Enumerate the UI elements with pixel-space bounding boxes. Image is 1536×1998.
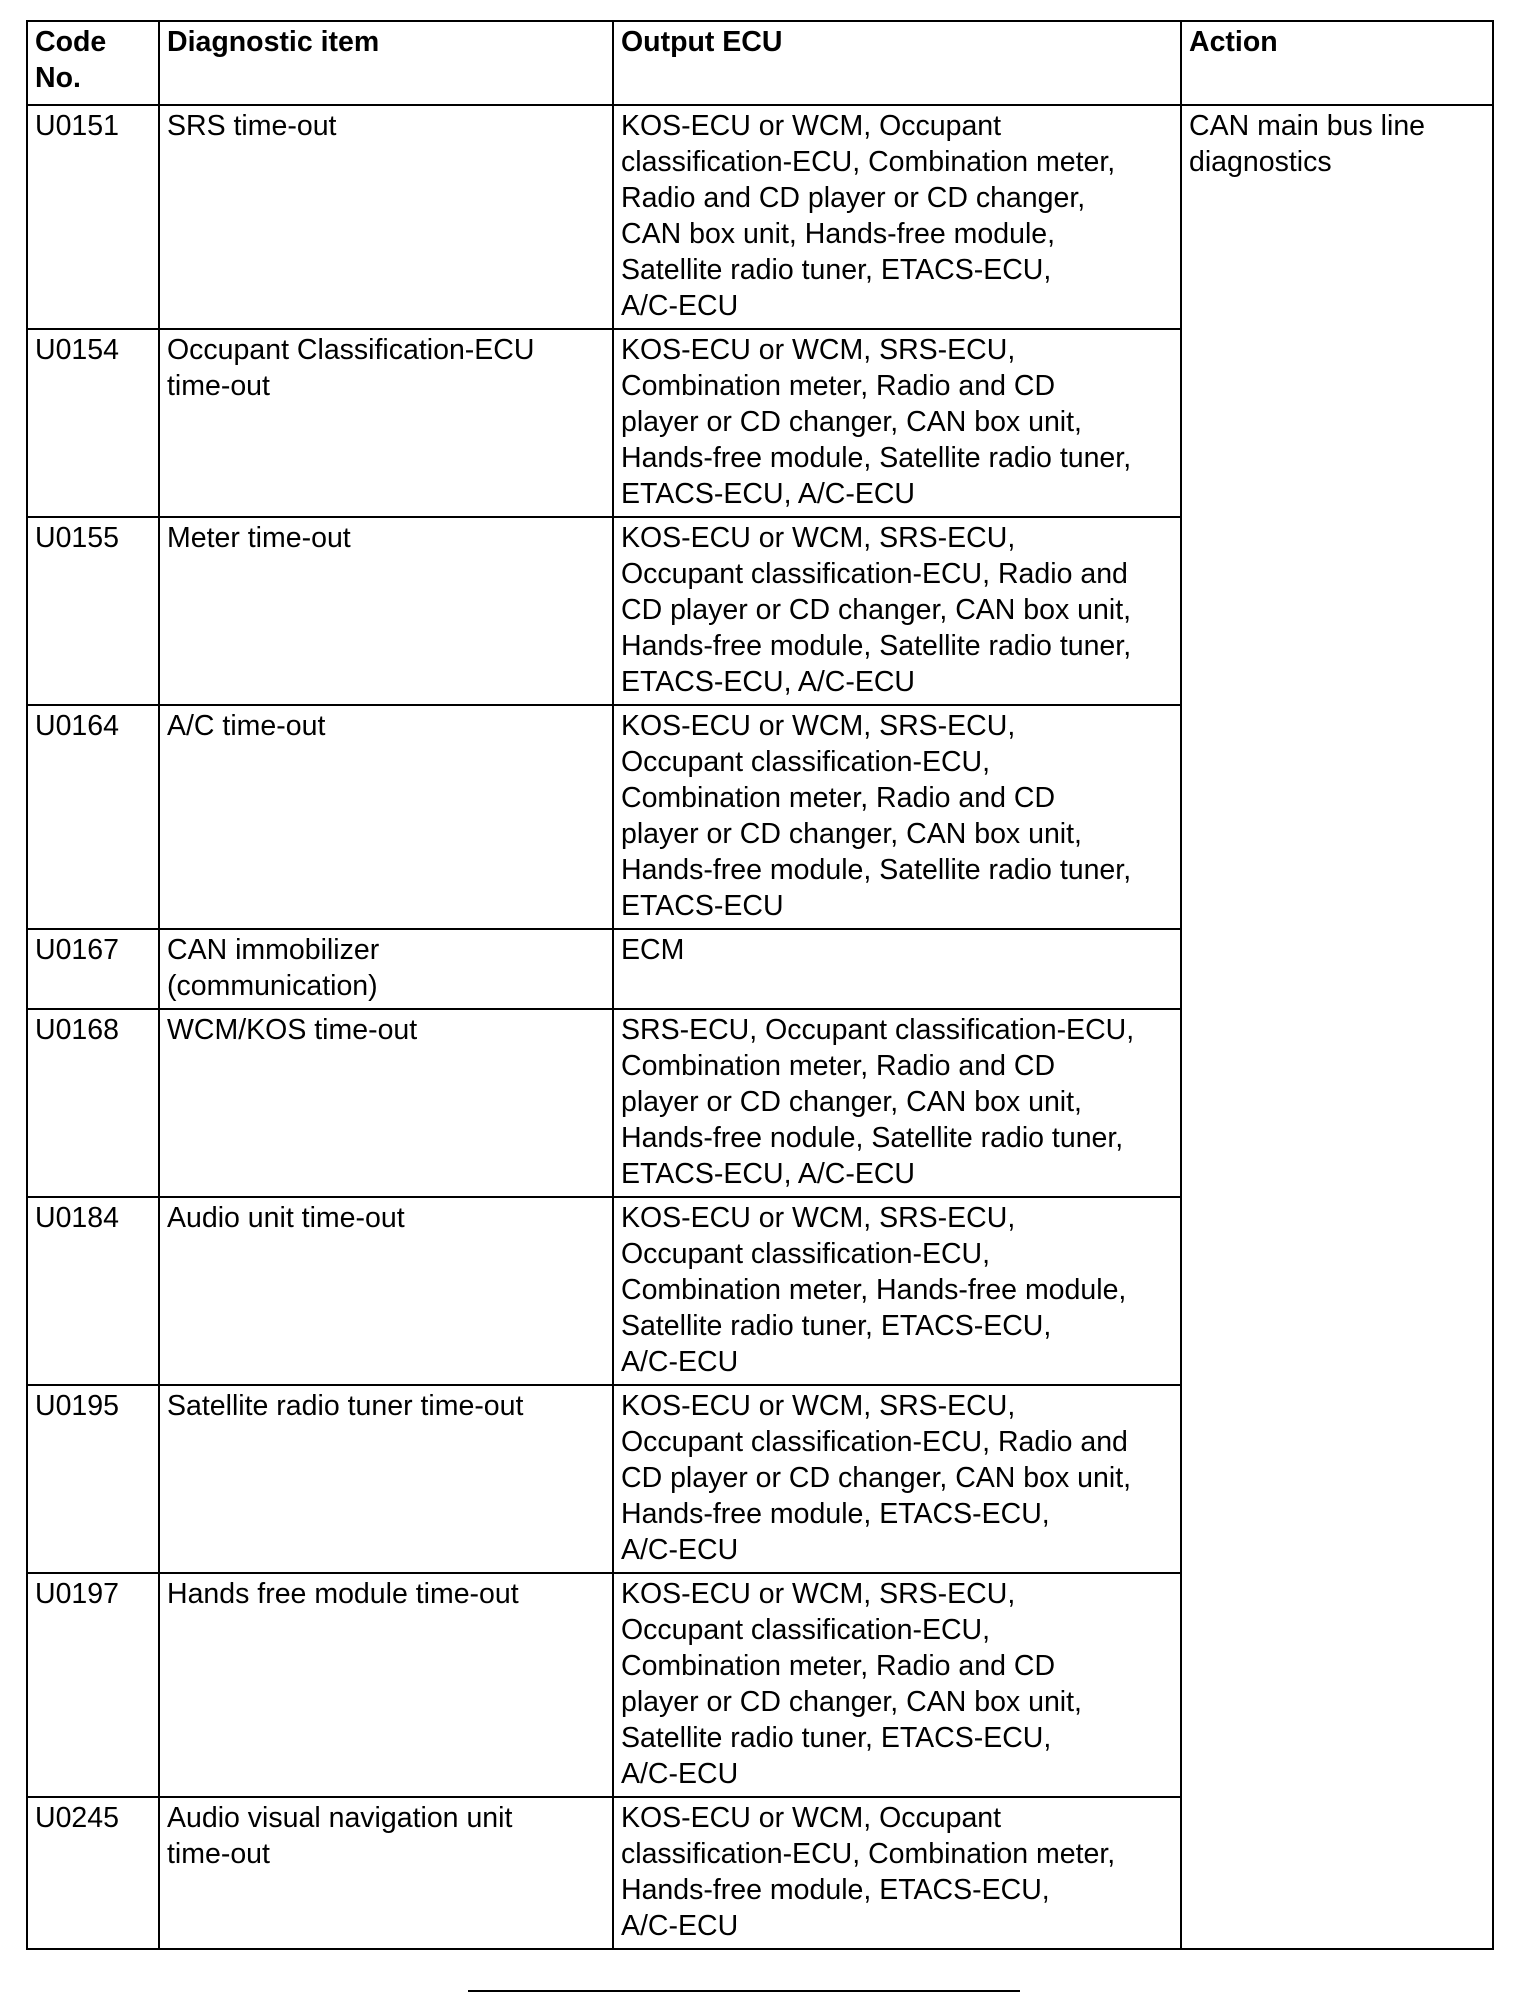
bottom-divider bbox=[468, 1990, 1020, 1992]
output-ecu-cell: KOS-ECU or WCM, Occupant classification-ECU, Combination meter, Radio and CD player or CD changer, CAN box unit, Hands-free module, Satellite radio tuner, ETACS-ECU, A/C-ECU bbox=[613, 105, 1181, 329]
diagnostic-item-cell: WCM/KOS time-out bbox=[159, 1009, 613, 1197]
output-ecu-cell: KOS-ECU or WCM, SRS-ECU, Combination meter, Radio and CD player or CD changer, CAN box unit, Hands-free module, Satellite radio tuner, ETACS-ECU, A/C-ECU bbox=[613, 329, 1181, 517]
code-cell: U0154 bbox=[27, 329, 159, 517]
diagnostic-item-cell: Occupant Classification-ECU time-out bbox=[159, 329, 613, 517]
header-action: Action bbox=[1181, 21, 1493, 105]
output-ecu-cell: SRS-ECU, Occupant classification-ECU, Combination meter, Radio and CD player or CD changer, CAN box unit, Hands-free nodule, Satellite radio tuner, ETACS-ECU, A/C-ECU bbox=[613, 1009, 1181, 1197]
code-cell: U0245 bbox=[27, 1797, 159, 1949]
diagnostic-code-table bbox=[26, 20, 1494, 1950]
output-ecu-cell: KOS-ECU or WCM, Occupant classification-ECU, Combination meter, Hands-free module, ETACS-ECU, A/C-ECU bbox=[613, 1797, 1181, 1949]
output-ecu-cell: ECM bbox=[613, 929, 1181, 1009]
table-row bbox=[27, 105, 1493, 329]
header-output-ecu: Output ECU bbox=[613, 21, 1181, 105]
diagnostic-item-cell: Meter time-out bbox=[159, 517, 613, 705]
diagnostic-item-cell: Satellite radio tuner time-out bbox=[159, 1385, 613, 1573]
header-code-no: Code No. bbox=[27, 21, 159, 105]
diagnostic-item-cell: Audio unit time-out bbox=[159, 1197, 613, 1385]
code-cell: U0164 bbox=[27, 705, 159, 929]
output-ecu-cell: KOS-ECU or WCM, SRS-ECU, Occupant classification-ECU, Radio and CD player or CD changer, CAN box unit, Hands-free module, ETACS-ECU, A/C-ECU bbox=[613, 1385, 1181, 1573]
output-ecu-cell: KOS-ECU or WCM, SRS-ECU, Occupant classification-ECU, Radio and CD player or CD changer, CAN box unit, Hands-free module, Satellite radio tuner, ETACS-ECU, A/C-ECU bbox=[613, 517, 1181, 705]
code-cell: U0184 bbox=[27, 1197, 159, 1385]
code-cell: U0167 bbox=[27, 929, 159, 1009]
output-ecu-cell: KOS-ECU or WCM, SRS-ECU, Occupant classification-ECU, Combination meter, Hands-free module, Satellite radio tuner, ETACS-ECU, A/C-ECU bbox=[613, 1197, 1181, 1385]
code-cell: U0197 bbox=[27, 1573, 159, 1797]
diagnostic-item-cell: CAN immobilizer (communication) bbox=[159, 929, 613, 1009]
code-cell: U0168 bbox=[27, 1009, 159, 1197]
diagnostic-item-cell: Hands free module time-out bbox=[159, 1573, 613, 1797]
output-ecu-cell: KOS-ECU or WCM, SRS-ECU, Occupant classification-ECU, Combination meter, Radio and CD player or CD changer, CAN box unit, Satellite radio tuner, ETACS-ECU, A/C-ECU bbox=[613, 1573, 1181, 1797]
action-cell: CAN main bus line diagnostics bbox=[1181, 105, 1493, 1949]
header-row bbox=[27, 21, 1493, 105]
output-ecu-cell: KOS-ECU or WCM, SRS-ECU, Occupant classification-ECU, Combination meter, Radio and CD player or CD changer, CAN box unit, Hands-free module, Satellite radio tuner, ETACS-ECU bbox=[613, 705, 1181, 929]
code-cell: U0155 bbox=[27, 517, 159, 705]
diagnostic-item-cell: Audio visual navigation unit time-out bbox=[159, 1797, 613, 1949]
code-cell: U0195 bbox=[27, 1385, 159, 1573]
header-diagnostic-item: Diagnostic item bbox=[159, 21, 613, 105]
diagnostic-item-cell: A/C time-out bbox=[159, 705, 613, 929]
code-cell: U0151 bbox=[27, 105, 159, 329]
diagnostic-item-cell: SRS time-out bbox=[159, 105, 613, 329]
